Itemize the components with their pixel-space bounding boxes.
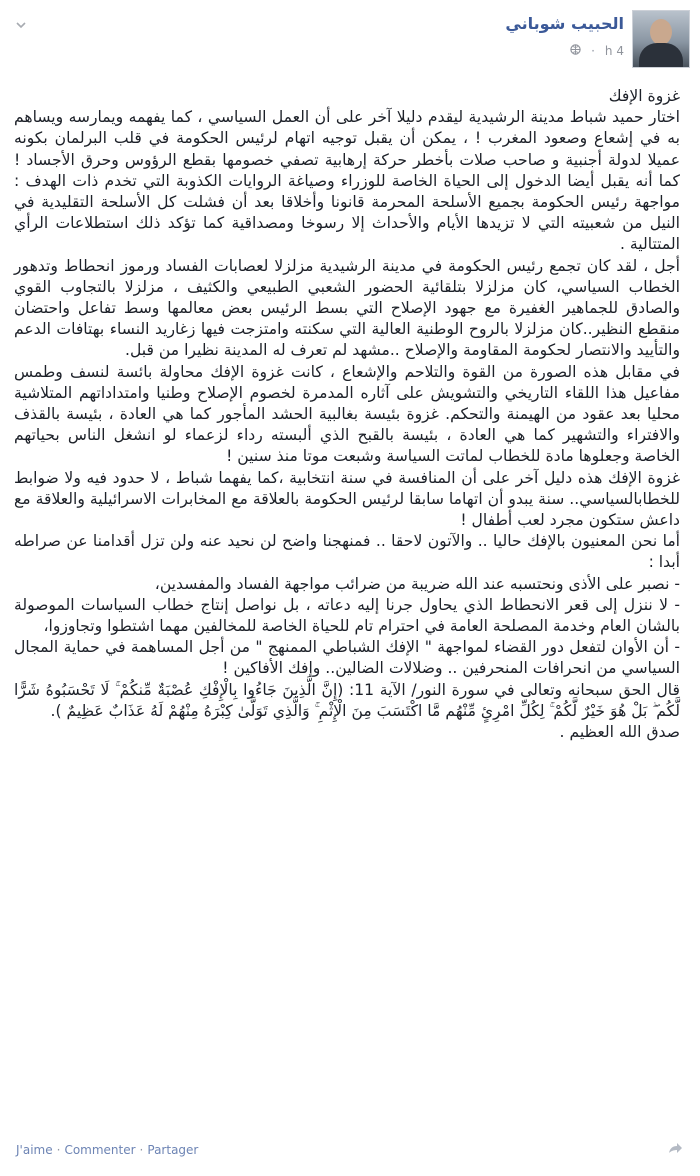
post-paragraph: أجل ، لقد كان تجمع رئيس الحكومة في مدينة الرشيدية مزلزلا لعصابات الفساد ورموز انحطاط وتدهور الخطاب السياسي، كان مزلزلا بتلقائية الحضور الشعبي الطبيعي والكثيف ، مزلزلا بالتجاوب القوي والصادق للجماهير الغفيرة مع جهود الإصلاح التي بسط الرئيس بعض معالمها وسط تفاعل واحتضان منقطع النظير..كان مزلزلا بالروح الوطنية العالية التي سكنته وامتزجت فيها زغاريد النساء بهتافات الدعم والتأييد والانتصار لحكومة المقاومة والإصلاح ..مشهد لم تعرف له المدينة نظيرا من قبل. bbox=[14, 256, 680, 360]
post-paragraph: - لا ننزل إلى قعر الانحطاط الذي يحاول جرنا إليه دعاته ، بل نواصل إنتاج خطاب السياسات الموصولة بالشان العام وخدمة المصلحة العامة في احترام تام للحياة الخاصة للمخالفين مهما اشتطوا وتجاوزوا، bbox=[14, 595, 680, 636]
avatar-suit bbox=[639, 43, 683, 68]
post-paragraph: غزوة الإفك هذه دليل آخر على أن المنافسة في سنة انتخابية ،كما يفهما شباط ، لا حدود فيه ولا ضوابط للخطابالسياسي.. سنة يبدو أن اتهاما سابقا لرئيس الحكومة بالعلاقة مع المخابرات الاسرائيلية والعلاقة مع داعش ستكون مجرد لعب أطفال ! bbox=[14, 468, 680, 530]
like-link[interactable]: J'aime bbox=[16, 1143, 53, 1157]
post-meta bbox=[570, 44, 624, 58]
post-paragraph: اختار حميد شباط مدينة الرشيدية ليقدم دليلا آخر على أن العمل السياسي ، كما يفهمه ويمارسه ويساهم به في إشعاع وصعود المغرب ! ، يمكن أن يقبل توجيه اتهام لرئيس الحكومة في قلب البرلمان بكونه عميلا لدولة أجنبية و صاحب صلات بأخطر حركة إرهابية تصفي خصومها بقطع الرؤوس وحرق الأجساد ! كما أنه يقبل أيضا الدخول إلى الحياة الخاصة للوزراء وصياغة الروايات الكذوبة التي تخدم ذات الهدف : مواجهة رئيس الحكومة بجميع الأسلحة المحرمة قانونا وأخلاقا بعد أن فشلت كل الأسلحة التقليدية في النيل من شعبيته التي لا تزيدها الأيام والأحداث إلا رسوخا ومصداقية كما تؤكد ذلك استطلاعات الرأي المتتالية . bbox=[14, 108, 680, 254]
post-header bbox=[0, 0, 700, 72]
author-name[interactable]: الحبيب شوباني bbox=[505, 14, 624, 33]
post-paragraph: أما نحن المعنيون بالإفك حاليا .. والآتون لاحقا .. فمنهجنا واضح لن نحيد عنه ولن تزل أقدامنا عن صراطه أبدا : bbox=[14, 532, 680, 572]
meta-separator: · bbox=[591, 44, 595, 58]
action-separator: · bbox=[56, 1143, 61, 1157]
globe-icon bbox=[570, 44, 581, 58]
post-paragraph: قال الحق سبحانه وتعالى في سورة النور/ الآية 11: (إِنَّ الَّذِينَ جَاءُوا بِالْإِفْكِ عُصْبَةٌ مِّنكُمْ ۚ لَا تَحْسَبُوهُ شَرًّا لَّكُم ۖ بَلْ هُوَ خَيْرٌ لَّكُمْ ۚ لِكُلِّ امْرِئٍ مِّنْهُم مَّا اكْتَسَبَ مِنَ الْإِثْمِ ۚ وَالَّذِي تَوَلَّىٰ كِبْرَهُ مِنْهُمْ لَهُ عَذَابٌ عَظِيمٌ ). bbox=[14, 680, 680, 720]
post-paragraph: غزوة الإفك bbox=[608, 87, 680, 105]
share-icon[interactable] bbox=[666, 1140, 684, 1158]
avatar[interactable] bbox=[632, 10, 690, 68]
post-paragraph: - أن الأوان لتفعل دور القضاء لمواجهة " الإفك الشباطي الممنهج " من أجل المساهمة في حماية المجال السياسي من انحرافات المنحرفين .. وضلالات الضالين.. وإفك الأفاكين ! bbox=[14, 638, 680, 678]
post-paragraph: - نصبر على الأذى ونحتسبه عند الله ضريبة من ضرائب مواجهة الفساد والمفسدين، bbox=[154, 574, 680, 593]
post-actions bbox=[16, 1138, 684, 1162]
post-paragraph: في مقابل هذه الصورة من القوة والتلاحم والإشعاع ، كانت غزوة الإفك محاولة بائسة لنسف وطمس مفاعيل هذا اللقاء التاريخي والتشويش على آثاره المدمرة لخصوم الإصلاح وطنيا وامتداداتهم المتلاشية محليا بعد عقود من الهيمنة والتحكم. غزوة بئيسة بغالبية الحشد المأجور كما هي العادة ، بئيسة بالقذف والافتراء والتشهير كما هي العادة ، بئيسة بالقبح الذي ألبسته رداء لزعماء لو انشغل الناس بحياتهم الخاصة وجعلوها مادة للخطاب لماتت السياسة وشبعت موتا منذ سنين ! bbox=[14, 362, 680, 466]
action-separator: · bbox=[139, 1143, 144, 1157]
post-text bbox=[14, 86, 680, 743]
share-link[interactable]: Partager bbox=[147, 1143, 199, 1157]
post-paragraph: صدق الله العظيم . bbox=[559, 723, 680, 742]
avatar-head bbox=[650, 19, 672, 45]
comment-link[interactable]: Commenter bbox=[64, 1143, 136, 1157]
chevron-down-icon[interactable] bbox=[14, 18, 28, 32]
post-time[interactable]: 4 h bbox=[604, 44, 624, 58]
